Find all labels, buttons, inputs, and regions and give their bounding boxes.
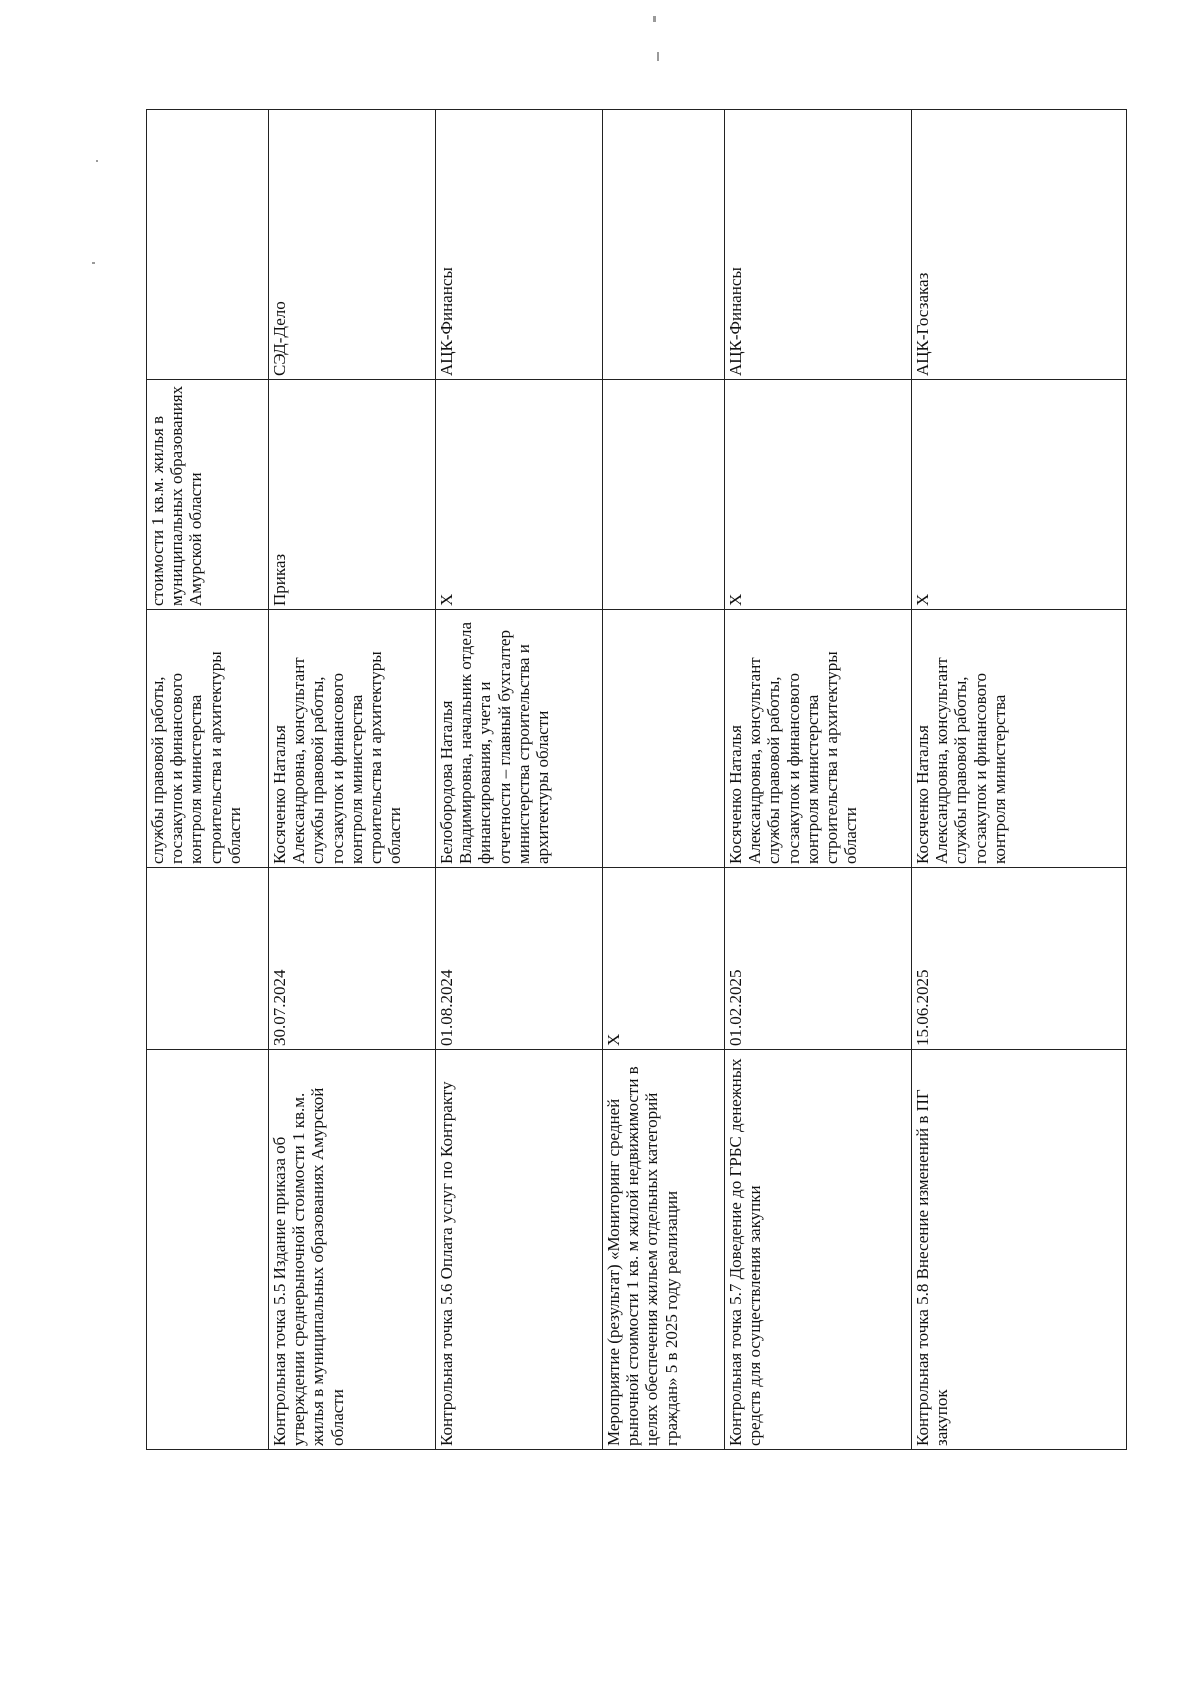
table-row — [912, 110, 1127, 1450]
cell-document: Х — [436, 380, 603, 610]
cell-document: Х — [912, 380, 1127, 610]
cell-name: Контрольная точка 5.5 Издание приказа об утверждении среднерыночной стоимости 1 кв.м. жилья в муниципальных образованиях Амурской области — [269, 1050, 436, 1450]
cell-responsible: Косяченко Наталья Александровна, консультант службы правовой работы, госзакупок и финансового контроля министерства строительства и архитектуры области — [269, 610, 436, 868]
scan-artifact — [653, 16, 656, 22]
cell-system: АЦК-Госзаказ — [912, 110, 1127, 380]
cell-responsible: службы правовой работы, госзакупок и финансового контроля министерства строительства и архитектуры области — [147, 610, 269, 868]
cell-responsible — [603, 610, 725, 868]
cell-system — [147, 110, 269, 380]
cell-responsible: Косяченко Наталья Александровна, консультант службы правовой работы, госзакупок и финансового контроля министерства — [912, 610, 1127, 868]
cell-name: Контрольная точка 5.7 Доведение до ГРБС денежных средств для осуществления закупки — [725, 1050, 912, 1450]
scan-artifact — [657, 52, 659, 61]
cell-system: АЦК-Финансы — [436, 110, 603, 380]
cell-responsible: Косяченко Наталья Александровна, консультант службы правовой работы, госзакупок и финансового контроля министерства строительства и архитектуры области — [725, 610, 912, 868]
cell-system: СЭД-Дело — [269, 110, 436, 380]
scan-artifact — [92, 262, 95, 264]
cell-system: АЦК-Финансы — [725, 110, 912, 380]
cell-responsible: Белобородова Наталья Владимировна, начальник отдела финансирования, учета и отчетности – главный бухгалтер министерства строительства и архитектуры области — [436, 610, 603, 868]
table-row — [147, 110, 269, 1450]
cell-name: Контрольная точка 5.8 Внесение изменений в ПГ закупок — [912, 1050, 1127, 1450]
rotated-page-content — [146, 110, 1126, 1450]
cell-date: Х — [603, 868, 725, 1050]
cell-date: 01.02.2025 — [725, 868, 912, 1050]
table-row — [603, 110, 725, 1450]
cell-document — [603, 380, 725, 610]
table-row — [725, 110, 912, 1450]
cell-date: 01.08.2024 — [436, 868, 603, 1050]
cell-document: Приказ — [269, 380, 436, 610]
cell-date: 15.06.2025 — [912, 868, 1127, 1050]
scan-artifact — [96, 160, 98, 162]
cell-system — [603, 110, 725, 380]
cell-name — [147, 1050, 269, 1450]
control-points-table — [146, 109, 1127, 1450]
table-row — [436, 110, 603, 1450]
cell-name: Мероприятие (результат) «Мониторинг средней рыночной стоимости 1 кв. м жилой недвижимости в целях обеспечения жильем отдельных категорий граждан» 5 в 2025 году реализации — [603, 1050, 725, 1450]
cell-name: Контрольная точка 5.6 Оплата услуг по Контракту — [436, 1050, 603, 1450]
cell-document: Х — [725, 380, 912, 610]
cell-date — [147, 868, 269, 1050]
cell-date: 30.07.2024 — [269, 868, 436, 1050]
cell-document: стоимости 1 кв.м. жилья в муниципальных образованиях Амурской области — [147, 380, 269, 610]
table-row — [269, 110, 436, 1450]
